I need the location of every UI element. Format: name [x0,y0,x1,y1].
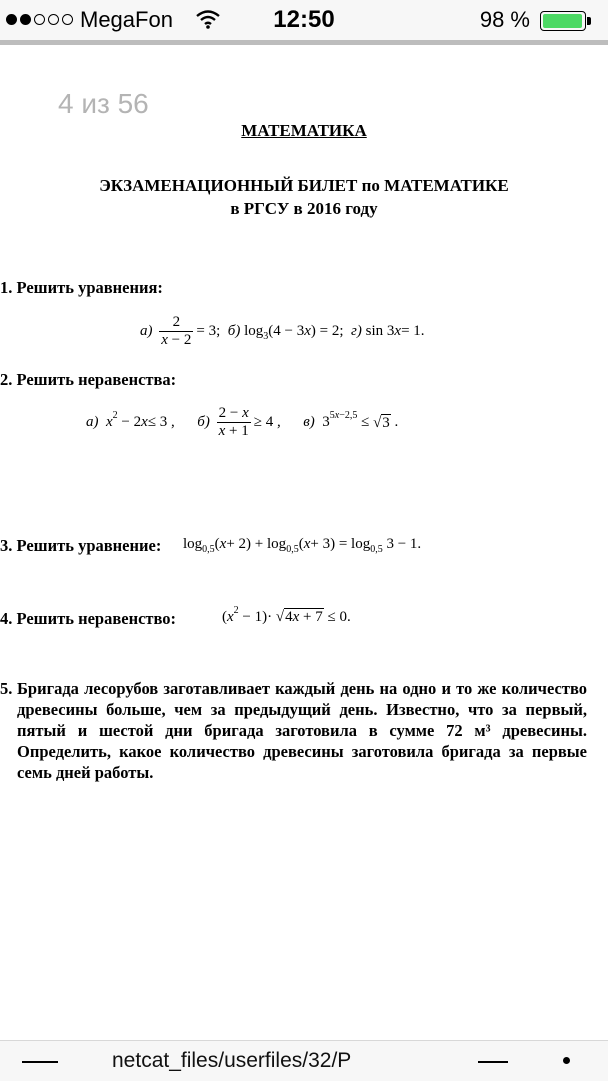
task-3-heading: 3. Решить уравнение: [0,536,162,555]
battery-icon [540,11,586,31]
task-1-equations: а) $\frac{2}{x - 2}$ = 3; б) log 3 (4 − 3 x ) = 2; г) sin 3 x = 1. [140,314,425,349]
browser-toolbar [0,1040,608,1081]
clock: 12:50 [273,6,335,33]
task-2-heading: 2. Решить неравенства: [0,370,177,389]
tabs-icon[interactable] [478,1051,508,1073]
battery-percentage: 98 % [479,7,530,32]
task-5-text: Бригада лесорубов заготавливает каждый день на одно и то же количество древесины больше, чем за предыдущий день. Известно, что за первый, пятый и шестой дни бригада заготовила в сумме 72 м³ древесины. Определить, какое количество древесины заготовила бригада за первые семь дней работы. [17,679,587,782]
document-subject: МАТЕМАТИКА [241,121,367,140]
status-divider [0,40,608,45]
exam-title-line-2: в РГСУ в 2016 году [230,199,378,218]
exam-title [0,174,608,220]
menu-icon[interactable] [22,1051,58,1073]
more-options-icon[interactable] [563,1057,570,1064]
status-bar [0,0,608,40]
page-counter: 4 из 56 [58,88,149,119]
exam-title-line-1: ЭКЗАМЕНАЦИОННЫЙ БИЛЕТ по МАТЕМАТИКЕ [99,176,509,195]
task-1-heading: 1. Решить уравнения: [0,278,163,297]
task-5 [0,678,587,783]
battery-cap [587,17,591,25]
carrier-name: MegaFon [80,7,173,32]
task-2-inequalities: а) x 2 − 2 x ≤ 3 , б) $\frac{2 - x}{x + 1}$ ≥ 4 , в) 3 5x−2,5 ≤ √ 3 . [86,405,399,440]
task-4-heading: 4. Решить неравенство: [0,609,177,628]
task-5-number: 5. [0,679,13,698]
battery-level-fill [543,14,582,28]
task-3-equation: log 0,5 ( x + 2) + log 0,5 ( x + 3) = log 0,5 3 − 1. [183,536,422,555]
task-4-inequality: ( x 2 − 1)· √ 4x + 7 ≤ 0. [222,604,351,625]
url-field[interactable]: netcat_files/userfiles/32/P [112,1049,352,1072]
